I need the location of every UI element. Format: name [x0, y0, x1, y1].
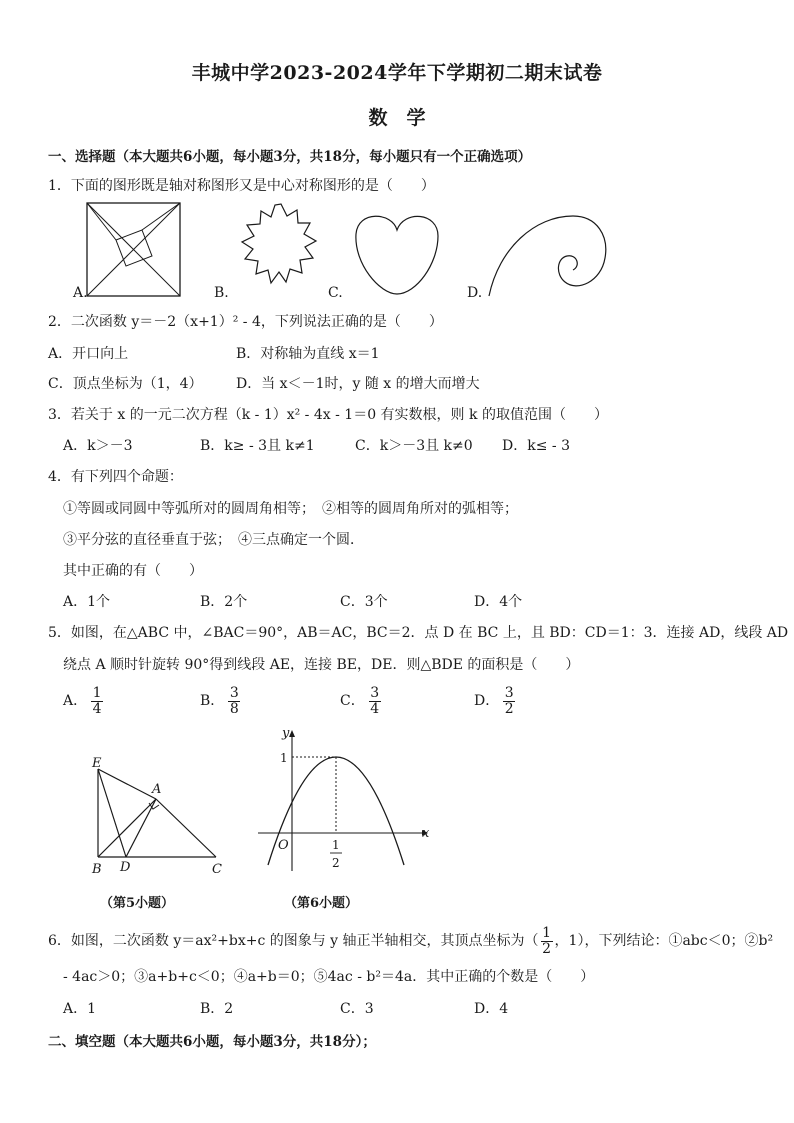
- q6-figure-caption: （第6小题）: [284, 896, 359, 911]
- q2-option-b[interactable]: B．对称轴为直线 x＝1: [236, 346, 380, 362]
- q4-option-a[interactable]: A．1个: [63, 594, 111, 610]
- question-2-text: 2．二次函数 y＝－2（x+1）² - 4，下列说法正确的是（ ）: [48, 314, 443, 330]
- q3-option-c[interactable]: C．k＞－3且 k≠0: [355, 438, 473, 454]
- section-2-heading: 二、填空题（本大题共6小题，每小题3分，共18分）；: [48, 1034, 376, 1050]
- question-5-line-2: 绕点 A 顺时针旋转 90°得到线段 AE，连接 BE，DE．则△BDE 的面积是（ ）: [63, 657, 580, 673]
- q5-figure: [88, 755, 228, 880]
- question-3-text: 3．若关于 x 的一元二次方程（k - 1）x² - 4x - 1＝0 有实数根，则 k 的取值范围（ ）: [48, 407, 608, 423]
- q6-option-a[interactable]: A．1: [63, 1001, 97, 1017]
- q6-figure: [250, 725, 435, 875]
- q1-option-d[interactable]: D.: [467, 285, 483, 301]
- q2-option-c[interactable]: C．顶点坐标为（1，4）: [48, 376, 203, 392]
- q4-statements-3-4: ③平分弦的直径垂直于弦； ④三点确定一个圆．: [63, 532, 364, 548]
- q1-figure-c: [352, 208, 442, 298]
- q1-option-b[interactable]: B.: [214, 285, 229, 301]
- q5-figure-caption: （第5小题）: [100, 896, 175, 911]
- q1-figure-b: [238, 202, 324, 294]
- q6-option-d[interactable]: D．4: [474, 1001, 509, 1017]
- q6-option-c[interactable]: C．3: [340, 1001, 374, 1017]
- q3-option-b[interactable]: B．k≥ - 3且 k≠1: [200, 438, 315, 454]
- question-6-line-2: - 4ac＞0；③a+b+c＜0；④a+b＝0；⑤4ac - b²＝4a．其中正确的个数是（ ）: [63, 969, 595, 985]
- q5-label-a: A: [152, 782, 162, 797]
- q6-label-half-den: 2: [332, 856, 340, 870]
- q4-option-c[interactable]: C．3个: [340, 594, 388, 610]
- q4-option-b[interactable]: B．2个: [200, 594, 248, 610]
- q2-option-d[interactable]: D．当 x＜－1时，y 随 x 的增大而增大: [236, 376, 480, 392]
- q6-label-origin: O: [278, 838, 289, 853]
- q5-label-d: D: [120, 860, 131, 875]
- q5-option-c[interactable]: C． $\frac{3}{4}$: [340, 685, 380, 717]
- q6-label-x: x: [422, 826, 430, 841]
- q6-label-y: y: [282, 726, 290, 741]
- subject-heading: 数 学: [368, 107, 426, 129]
- q1-option-a[interactable]: A.: [73, 285, 88, 301]
- q5-option-a[interactable]: A． $\frac{1}{4}$: [63, 685, 102, 717]
- q4-option-d[interactable]: D．4个: [474, 594, 523, 610]
- q4-prompt: 其中正确的有（ ）: [63, 563, 203, 579]
- q3-option-a[interactable]: A．k＞－3: [63, 438, 133, 454]
- q1-figure-d: [485, 208, 611, 300]
- question-4-text: 4．有下列四个命题：: [48, 469, 183, 485]
- q6-label-vertex-y: 1: [280, 751, 288, 765]
- q6-option-b[interactable]: B．2: [200, 1001, 234, 1017]
- q5-label-b: B: [92, 862, 102, 877]
- exam-title: 丰城中学2023-2024学年下学期初二期末试卷: [191, 62, 603, 84]
- q6-label-half-num: 1: [332, 838, 340, 852]
- question-6-line-1: 6．如图，二次函数 y＝ax²+bx+c 的图象与 y 轴正半轴相交，其顶点坐标为（ $\frac{1}{2}$ ，1），下列结论：①abc＜0；②b²: [48, 925, 774, 957]
- q5-option-d[interactable]: D． $\frac{3}{2}$: [474, 685, 514, 717]
- question-5-line-1: 5．如图，在△ABC 中，∠BAC＝90°，AB＝AC，BC＝2．点 D 在 BC 上，且 BD：CD＝1：3．连接 AD，线段 AD: [48, 625, 789, 641]
- q1-figure-a: [86, 202, 182, 298]
- q5-label-e: E: [92, 756, 102, 771]
- q5-label-c: C: [212, 862, 222, 877]
- q3-option-d[interactable]: D．k≤ - 3: [502, 438, 570, 454]
- q4-statements-1-2: ①等圆或同圆中等弧所对的圆周角相等； ②相等的圆周角所对的弧相等；: [63, 501, 518, 517]
- q2-option-a[interactable]: A．开口向上: [48, 346, 129, 362]
- q5-option-b[interactable]: B． $\frac{3}{8}$: [200, 685, 239, 717]
- section-1-heading: 一、选择题（本大题共6小题，每小题3分，共18分，每小题只有一个正确选项）: [48, 149, 532, 165]
- question-1-text: 1．下面的图形既是轴对称图形又是中心对称图形的是（ ）: [48, 178, 435, 194]
- q1-option-c[interactable]: C.: [328, 285, 343, 301]
